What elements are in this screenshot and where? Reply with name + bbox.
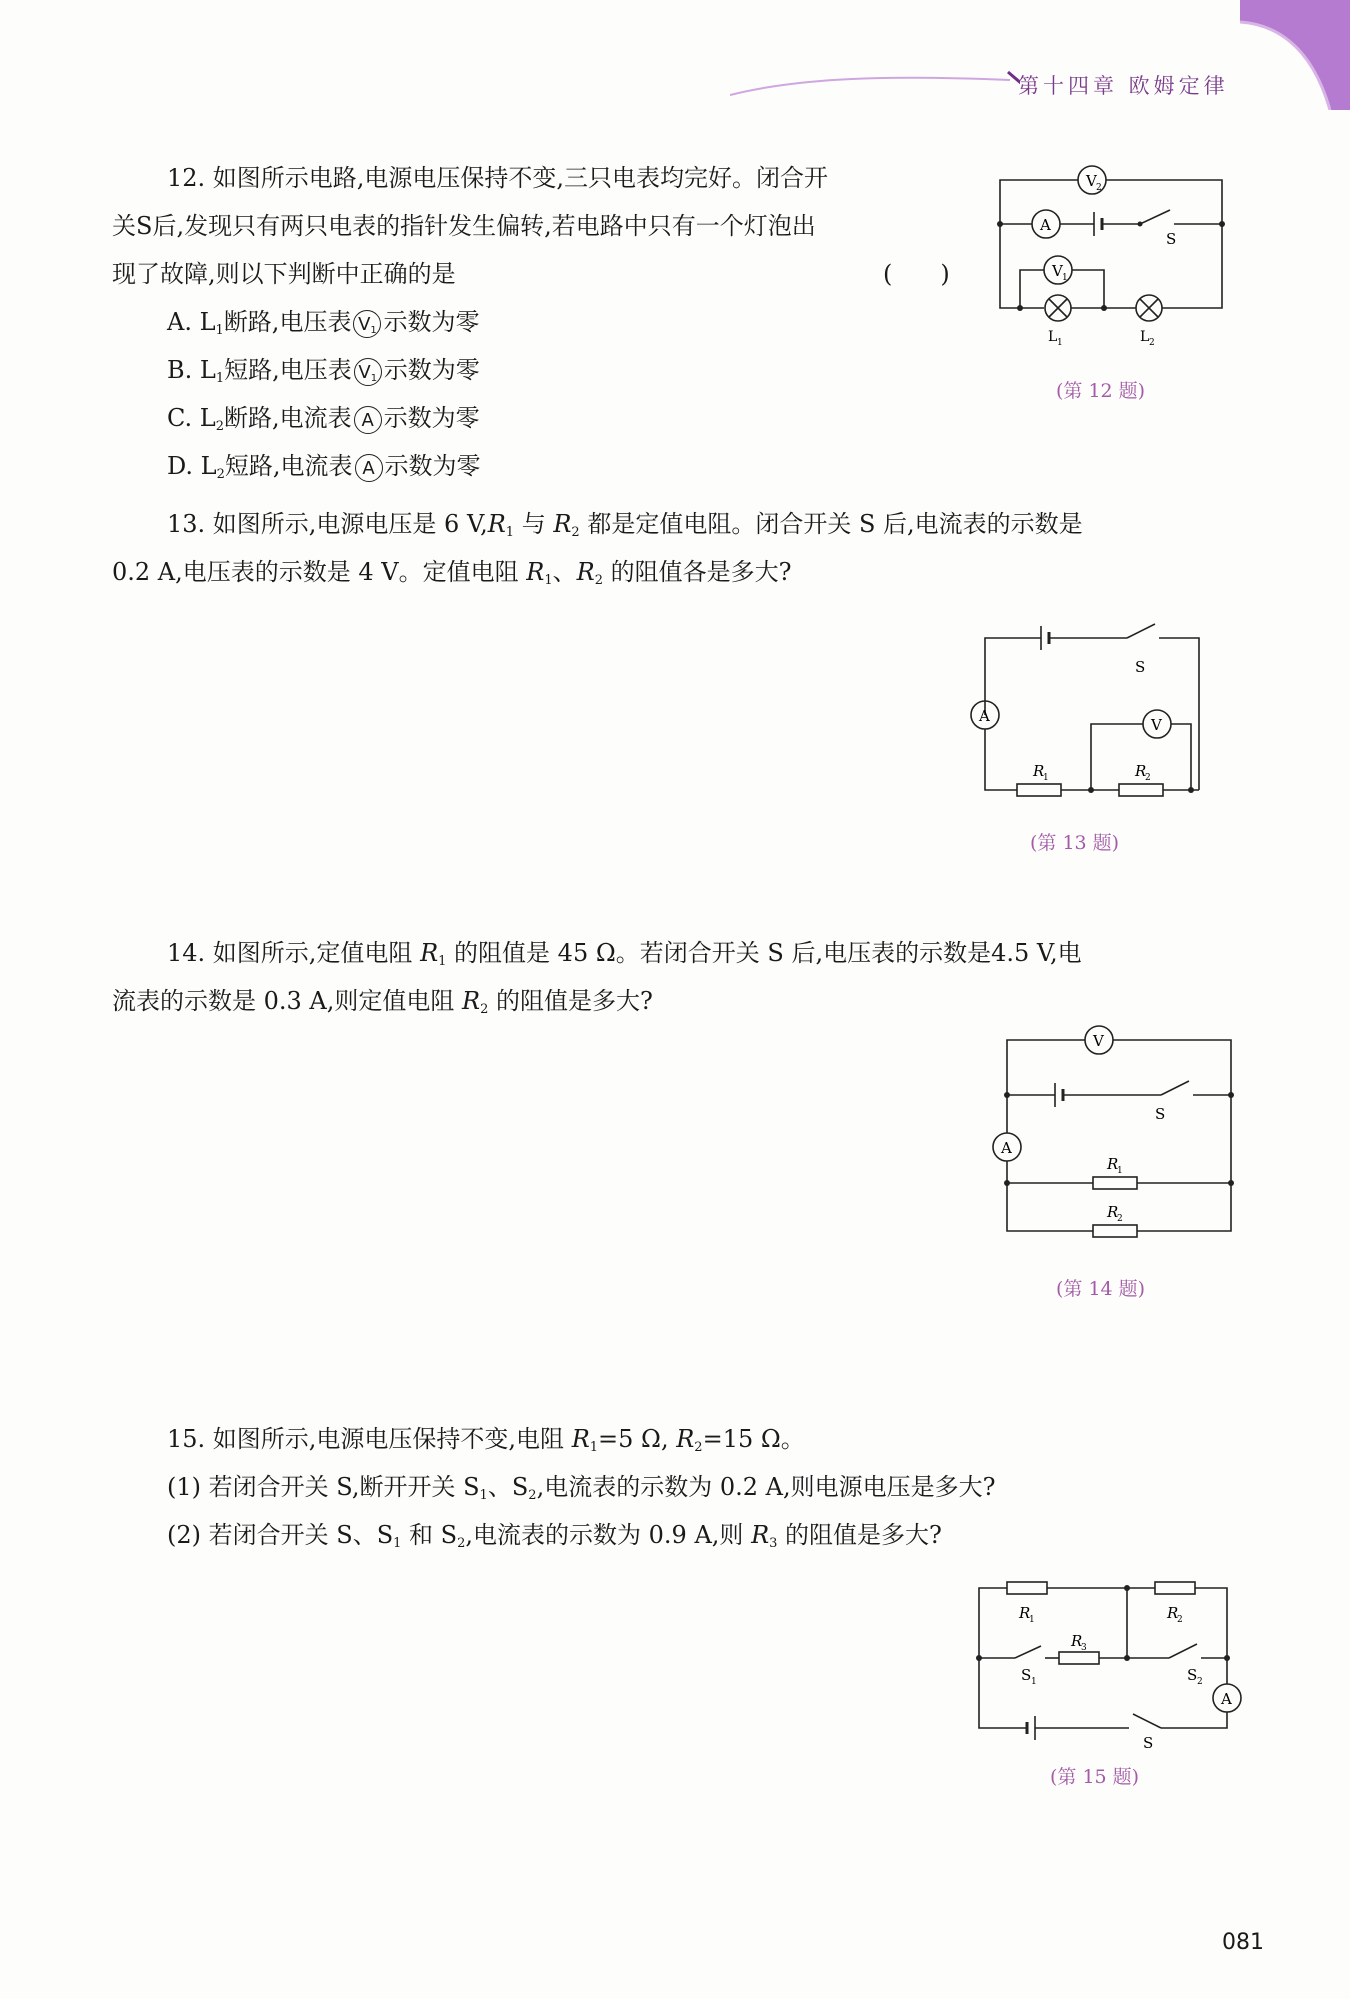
svg-text:2: 2 bbox=[1149, 338, 1155, 348]
q12-fig-v1-label: V bbox=[1052, 262, 1063, 280]
chapter-title: 第十四章 欧姆定律 bbox=[1018, 74, 1229, 98]
svg-text:2: 2 bbox=[1177, 1615, 1183, 1625]
q14-circuit-diagram bbox=[985, 1025, 1245, 1245]
q13-circuit-diagram bbox=[955, 620, 1215, 800]
header-swoosh bbox=[730, 60, 1020, 100]
svg-text:3: 3 bbox=[1081, 1643, 1087, 1653]
q15-fig-a-label: A bbox=[1221, 1690, 1232, 1708]
q13-fig-v-label: V bbox=[1151, 716, 1162, 734]
header-corner-decoration bbox=[1240, 0, 1350, 110]
svg-text:2: 2 bbox=[1197, 1677, 1203, 1687]
q13-figure-caption: (第 13 题) bbox=[1030, 832, 1120, 854]
q15-fig-s1-label: S bbox=[1021, 1666, 1032, 1684]
q15-fig-s-label: S bbox=[1143, 1734, 1154, 1752]
svg-text:2: 2 bbox=[1096, 183, 1102, 193]
q14-fig-v-label: V bbox=[1093, 1032, 1104, 1050]
q12-line3: 现了故障,则以下判断中正确的是 bbox=[112, 260, 456, 288]
svg-text:1: 1 bbox=[1062, 273, 1068, 283]
q14-line2: 流表的示数是 0.3 A,则定值电阻 $R_2$ 的阻值是多大? bbox=[112, 987, 653, 1017]
q14-fig-s-label: S bbox=[1155, 1105, 1166, 1123]
q12-option-c: C. $L_2$断路,电流表 A 示数为零 bbox=[167, 404, 480, 434]
ammeter-icon: A bbox=[354, 406, 382, 434]
svg-text:1: 1 bbox=[1057, 338, 1063, 348]
q14-fig-r2-label: R bbox=[1107, 1203, 1119, 1221]
q15-fig-r3-label: R bbox=[1071, 1632, 1083, 1650]
q13-line1: 13. 如图所示,电源电压是 6 $V,R_1$ 与 $R_2$ 都是定值电阻。闭合开关 S 后,电流表的示数是 bbox=[167, 510, 1083, 540]
q15-line1: 15. 如图所示,电源电压保持不变,电阻 $R_1=5$ Ω, $R_2=15$ Ω。 bbox=[167, 1425, 805, 1455]
svg-text:1: 1 bbox=[1117, 1166, 1123, 1176]
q12-line1: 12. 如图所示电路,电源电压保持不变,三只电表均完好。闭合开 bbox=[167, 164, 829, 192]
q12-fig-a-label: A bbox=[1040, 216, 1051, 234]
svg-text:1: 1 bbox=[1029, 1615, 1035, 1625]
q15-figure-caption: (第 15 题) bbox=[1050, 1766, 1140, 1788]
svg-text:2: 2 bbox=[1117, 1214, 1123, 1224]
q15-subquestion-2: (2) 若闭合开关 S、$S_1$ 和 $S_2$,电流表的示数为 0.9 A,则 $R_3$ 的阻值是多大? bbox=[167, 1521, 942, 1551]
q12-fig-s-label: S bbox=[1166, 230, 1177, 248]
q15-fig-s2-label: S bbox=[1187, 1666, 1198, 1684]
q14-figure-caption: (第 14 题) bbox=[1056, 1278, 1146, 1300]
q12-fig-l1-label: L bbox=[1048, 329, 1058, 345]
q12-fig-v2-label: V bbox=[1086, 172, 1097, 190]
q12-answer-bracket: ( ) bbox=[883, 260, 950, 288]
q12-option-d: D. $L_2$短路,电流表 A 示数为零 bbox=[167, 452, 481, 482]
q12-option-b: B. $L_1$短路,电压表 $V_1$ 示数为零 bbox=[167, 356, 480, 386]
q13-fig-s-label: S bbox=[1135, 658, 1146, 676]
q15-fig-r2-label: R bbox=[1167, 1604, 1179, 1622]
q13-fig-r1-label: R bbox=[1033, 762, 1045, 780]
q13-line2: 0.2 A,电压表的示数是 4 V。定值电阻 $R_1$、$R_2$ 的阻值各是多大? bbox=[112, 558, 792, 588]
q14-fig-r1-label: R bbox=[1107, 1155, 1119, 1173]
voltmeter-v1-icon: $V_1$ bbox=[354, 358, 382, 386]
q15-subquestion-1: (1) 若闭合开关 S,断开开关 $S_1$、$S_2$,电流表的示数为 0.2 A,则电源电压是多大? bbox=[167, 1473, 996, 1503]
q12-option-a: A. $L_1$断路,电压表 $V_1$ 示数为零 bbox=[167, 308, 480, 338]
q13-fig-r2-label: R bbox=[1135, 762, 1147, 780]
q12-figure-caption: (第 12 题) bbox=[1056, 380, 1146, 402]
q12-circuit-diagram bbox=[990, 160, 1230, 360]
q13-fig-a-label: A bbox=[979, 707, 990, 725]
q12-line2: 关S后,发现只有两只电表的指针发生偏转,若电路中只有一个灯泡出 bbox=[112, 212, 816, 240]
ammeter-icon: A bbox=[355, 454, 383, 482]
svg-text:1: 1 bbox=[1031, 1677, 1037, 1687]
q14-fig-a-label: A bbox=[1001, 1139, 1012, 1157]
svg-text:1: 1 bbox=[1043, 773, 1049, 783]
page-number: 081 bbox=[1222, 1930, 1264, 1955]
q15-fig-r1-label: R bbox=[1019, 1604, 1031, 1622]
q15-circuit-diagram bbox=[965, 1580, 1245, 1750]
voltmeter-v1-icon: $V_1$ bbox=[353, 310, 381, 338]
svg-text:2: 2 bbox=[1145, 773, 1151, 783]
q14-line1: 14. 如图所示,定值电阻 $R_1$ 的阻值是 45 Ω。若闭合开关 S 后,电压表的示数是4.5 V,电 bbox=[167, 939, 1082, 969]
q12-fig-l2-label: L bbox=[1140, 329, 1150, 345]
